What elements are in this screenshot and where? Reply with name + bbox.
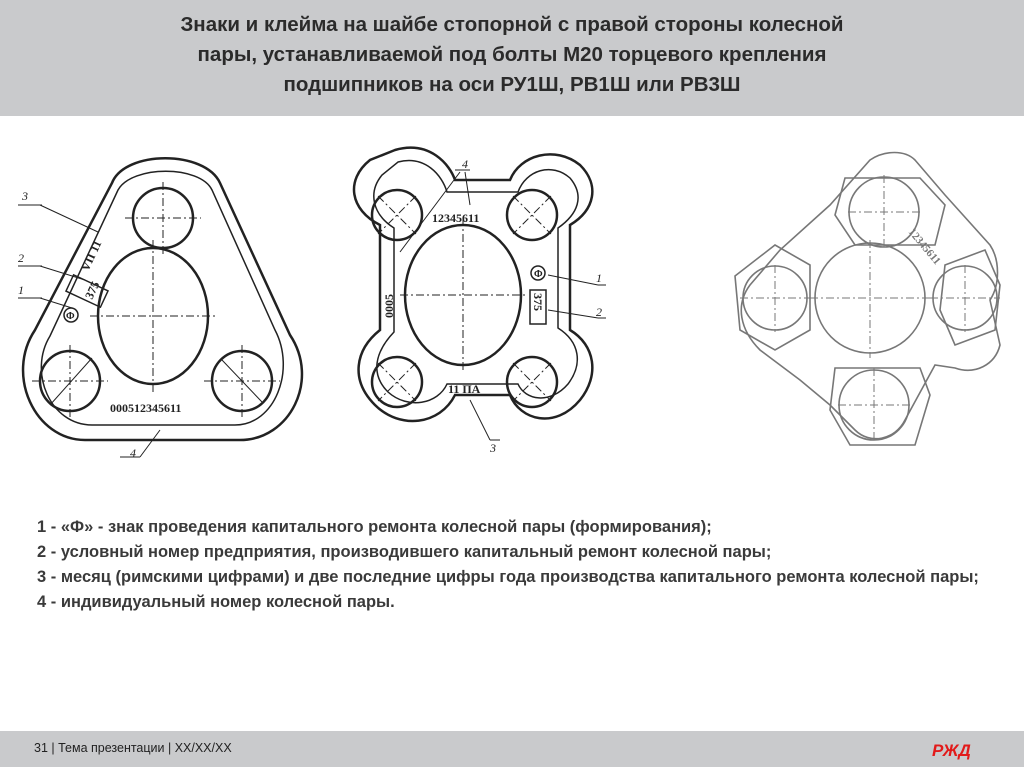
callout-3: 3 [490, 441, 496, 455]
washer-drawings [0, 125, 1024, 510]
mark-plant: 375 [531, 293, 545, 311]
callout-4: 4 [462, 157, 468, 171]
drawing1-labels [18, 189, 136, 460]
legend-item: 2 - условный номер предприятия, производившего капитальный ремонт колесной пары; [37, 543, 772, 561]
legend-item: 4 - индивидуальный номер колесной пары. [37, 593, 395, 611]
footer-text: 31 | Тема презентации | XX/XX/XX [34, 741, 232, 755]
drawing1-marks [66, 238, 181, 415]
title-bar [0, 0, 1024, 116]
serial-number: 000512345611 [110, 401, 182, 415]
rzd-logo [930, 740, 988, 760]
title-line: Знаки и клейма на шайбе стопорной с правой стороны колесной [180, 13, 844, 36]
legend-item: 1 - «Ф» - знак проведения капитального ремонта колесной пары (формирования); [37, 518, 712, 536]
serial-number: 12345611 [432, 211, 480, 225]
mark-month-year: VII 11 [78, 238, 105, 274]
footer-bar [0, 731, 1024, 767]
mark-month-year: 11 ПА [448, 382, 481, 396]
mark-f: Ф [66, 311, 75, 322]
mark-f: Ф [534, 269, 543, 280]
mark-text: 12345611 [905, 226, 943, 268]
mark-plant: 375 [82, 279, 103, 302]
logo-text: РЖД [932, 741, 971, 760]
legend [37, 518, 997, 618]
mark-zeros: 0005 [382, 294, 396, 318]
callout-3: 3 [22, 189, 28, 203]
callout-1: 1 [18, 283, 24, 297]
title-line: пары, устанавливаемой под болты М20 торцевого крепления [197, 43, 827, 66]
washer-drawing-bolted [735, 153, 1000, 446]
callout-1: 1 [596, 271, 602, 285]
callout-4: 4 [130, 446, 136, 460]
title-line: подшипников на оси РУ1Ш, РВ1Ш или РВ3Ш [283, 73, 741, 96]
callout-2: 2 [18, 251, 24, 265]
legend-item: 3 - месяц (римскими цифрами) и две последние цифры года производства капитального ремонта колесной пары; [37, 568, 979, 586]
callout-2: 2 [596, 305, 602, 319]
slide-title [40, 10, 984, 100]
washer-drawing-four-lobe [354, 148, 606, 440]
